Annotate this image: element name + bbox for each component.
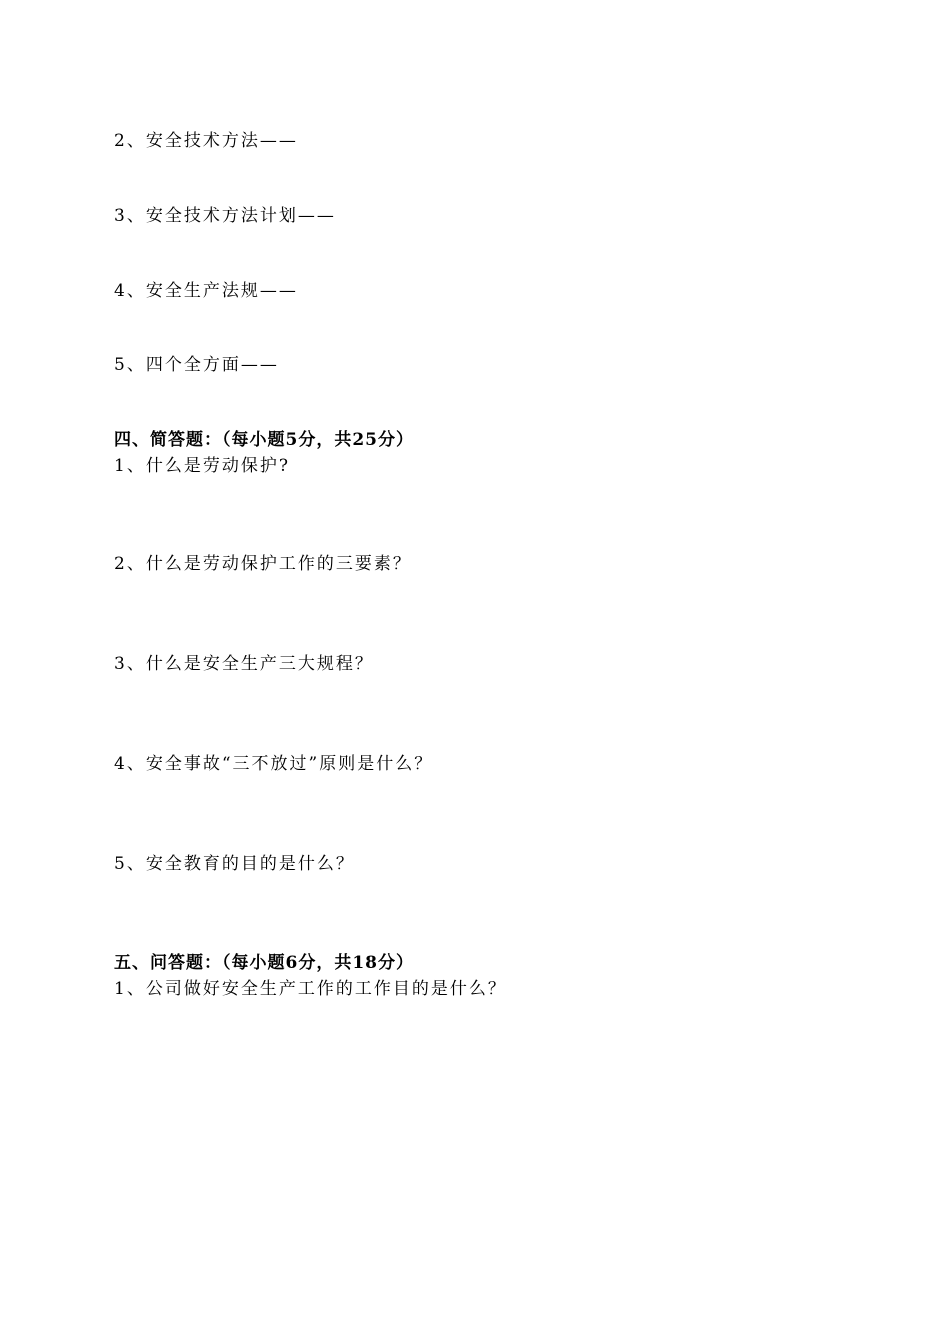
section-heading-questions: 五、问答题：（每小题6分，共18分） (114, 953, 414, 973)
definition-item-2: 2、安全技术方法—— (114, 131, 298, 151)
short-answer-item-4: 4、安全事故“三不放过”原则是什么？ (114, 754, 434, 774)
definition-item-3: 3、安全技术方法计划—— (114, 206, 336, 226)
short-answer-item-2: 2、什么是劳动保护工作的三要素？ (114, 554, 412, 574)
short-answer-item-1: 1、什么是劳动保护? (114, 456, 290, 476)
definition-item-5: 5、四个全方面—— (114, 355, 279, 375)
section-heading-short-answer: 四、简答题：（每小题5分，共25分） (114, 430, 414, 450)
short-answer-item-5: 5、安全教育的目的是什么？ (114, 854, 355, 874)
definition-item-4: 4、安全生产法规—— (114, 281, 298, 301)
question-item-1: 1、公司做好安全生产工作的工作目的是什么？ (114, 979, 507, 999)
short-answer-item-3: 3、什么是安全生产三大规程？ (114, 654, 374, 674)
